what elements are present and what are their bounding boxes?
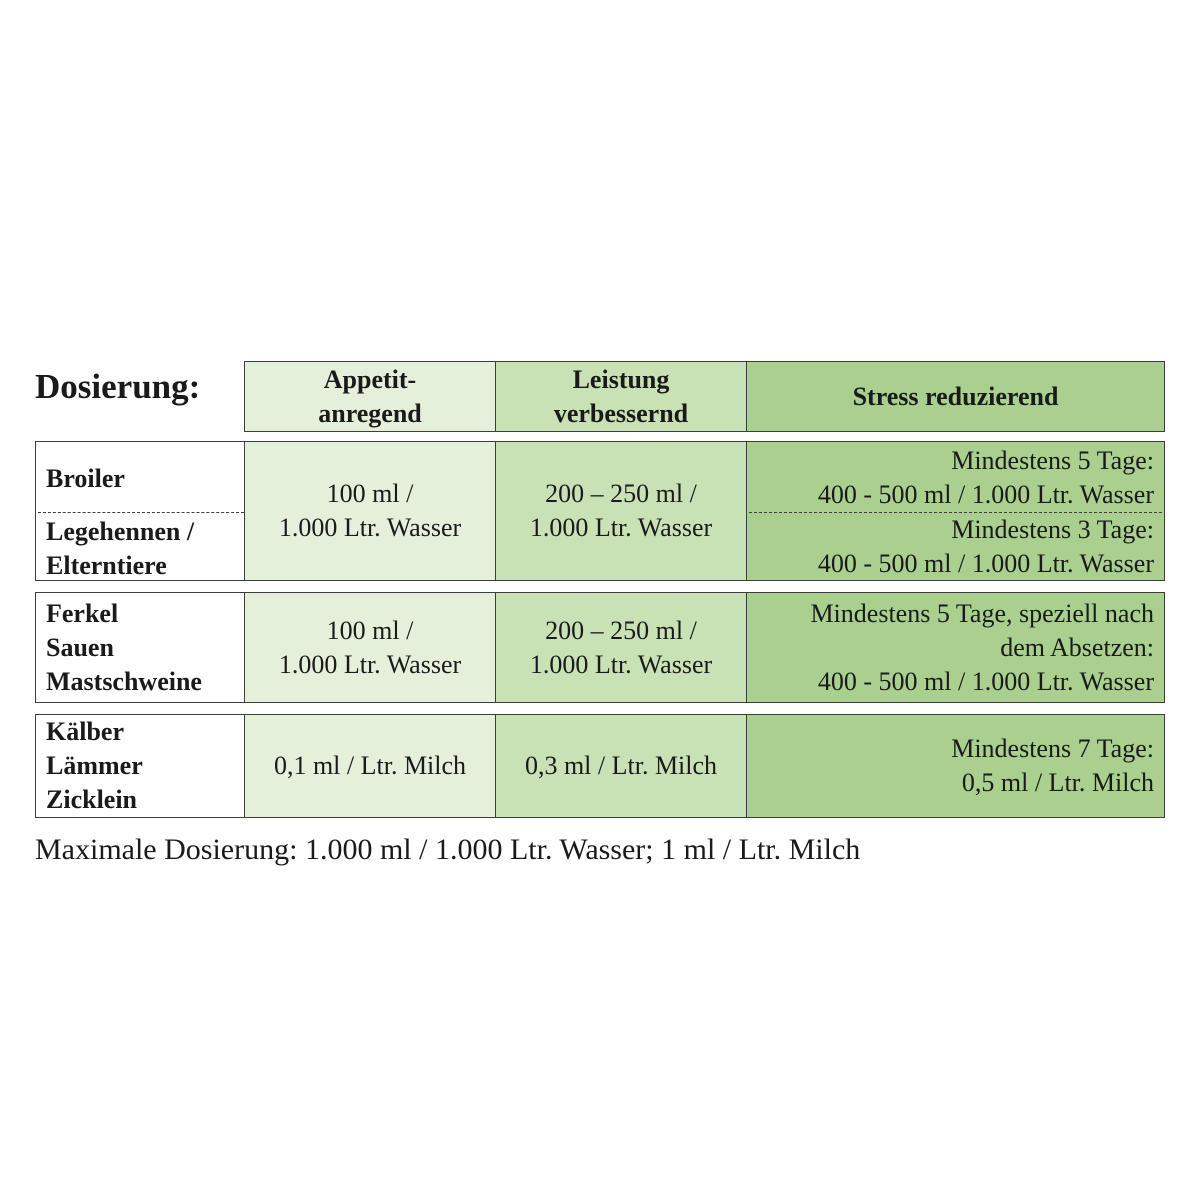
ruminants-appetit-cell	[244, 714, 496, 818]
label-kaelber: Kälber	[46, 717, 124, 746]
poultry-leistung-line-1: 200 – 250 ml /	[545, 479, 697, 508]
dosage-title: Dosierung:	[35, 367, 201, 406]
label-broiler: Broiler	[46, 464, 125, 493]
label-sauen: Sauen	[46, 632, 114, 662]
header-appetit	[244, 361, 496, 432]
poultry-label-divider	[38, 512, 244, 513]
label-elterntiere: Elterntiere	[46, 551, 167, 580]
pigs-stress-line-2: dem Absetzen:	[1000, 632, 1154, 662]
pigs-label-cell	[35, 592, 245, 703]
pigs-appetit-line-2: 1.000 Ltr. Wasser	[278, 649, 462, 679]
pigs-stress-cell	[746, 592, 1165, 703]
ruminants-leistung-cell	[495, 714, 747, 818]
poultry-appetit-cell	[244, 441, 496, 581]
header-leistung-line-2: verbessernd	[553, 398, 689, 428]
label-mastschweine: Mastschweine	[46, 666, 202, 696]
poultry-stress-cell	[746, 441, 1165, 581]
pigs-leistung-cell	[495, 592, 747, 703]
header-appetit-line-2: anregend	[318, 398, 422, 428]
poultry-appetit-line-2: 1.000 Ltr. Wasser	[278, 513, 462, 542]
legehennen-stress-line-1: Mindestens 3 Tage:	[951, 515, 1154, 544]
ruminants-stress-line-1: Mindestens 7 Tage:	[951, 734, 1154, 763]
ruminants-stress-cell	[746, 714, 1165, 818]
max-dosage-note: Maximale Dosierung: 1.000 ml / 1.000 Ltr. Wasser; 1 ml / Ltr. Milch	[35, 833, 861, 866]
legehennen-stress-line-2: 400 - 500 ml / 1.000 Ltr. Wasser	[817, 549, 1154, 578]
header-leistung-line-1: Leistung	[572, 364, 670, 394]
ruminants-appetit-line-1: 0,1 ml / Ltr. Milch	[273, 751, 467, 780]
label-zicklein: Zicklein	[46, 785, 138, 814]
poultry-label-cell	[35, 441, 245, 581]
pigs-appetit-cell	[244, 592, 496, 703]
header-stress	[746, 361, 1165, 432]
broiler-stress-line-1: Mindestens 5 Tage:	[951, 446, 1154, 475]
label-laemmer: Lämmer	[46, 751, 143, 780]
header-stress-line-1: Stress reduzierend	[852, 381, 1059, 411]
pigs-leistung-line-2: 1.000 Ltr. Wasser	[529, 649, 713, 679]
poultry-appetit-line-1: 100 ml /	[326, 479, 414, 508]
pigs-appetit-line-1: 100 ml /	[326, 615, 414, 645]
label-legehennen: Legehennen /	[46, 517, 195, 546]
label-ferkel: Ferkel	[46, 598, 119, 628]
poultry-leistung-line-2: 1.000 Ltr. Wasser	[529, 513, 713, 542]
pigs-leistung-line-1: 200 – 250 ml /	[545, 615, 697, 645]
ruminants-stress-line-2: 0,5 ml / Ltr. Milch	[961, 768, 1154, 797]
broiler-stress-line-2: 400 - 500 ml / 1.000 Ltr. Wasser	[817, 480, 1154, 509]
ruminants-leistung-line-1: 0,3 ml / Ltr. Milch	[524, 751, 718, 780]
header-appetit-line-1: Appetit-	[323, 364, 417, 394]
poultry-stress-divider	[749, 512, 1162, 513]
pigs-stress-line-1: Mindestens 5 Tage, speziell nach	[810, 598, 1154, 628]
poultry-leistung-cell	[495, 441, 747, 581]
header-leistung	[495, 361, 747, 432]
ruminants-label-cell	[35, 714, 245, 818]
pigs-stress-line-3: 400 - 500 ml / 1.000 Ltr. Wasser	[817, 666, 1154, 696]
